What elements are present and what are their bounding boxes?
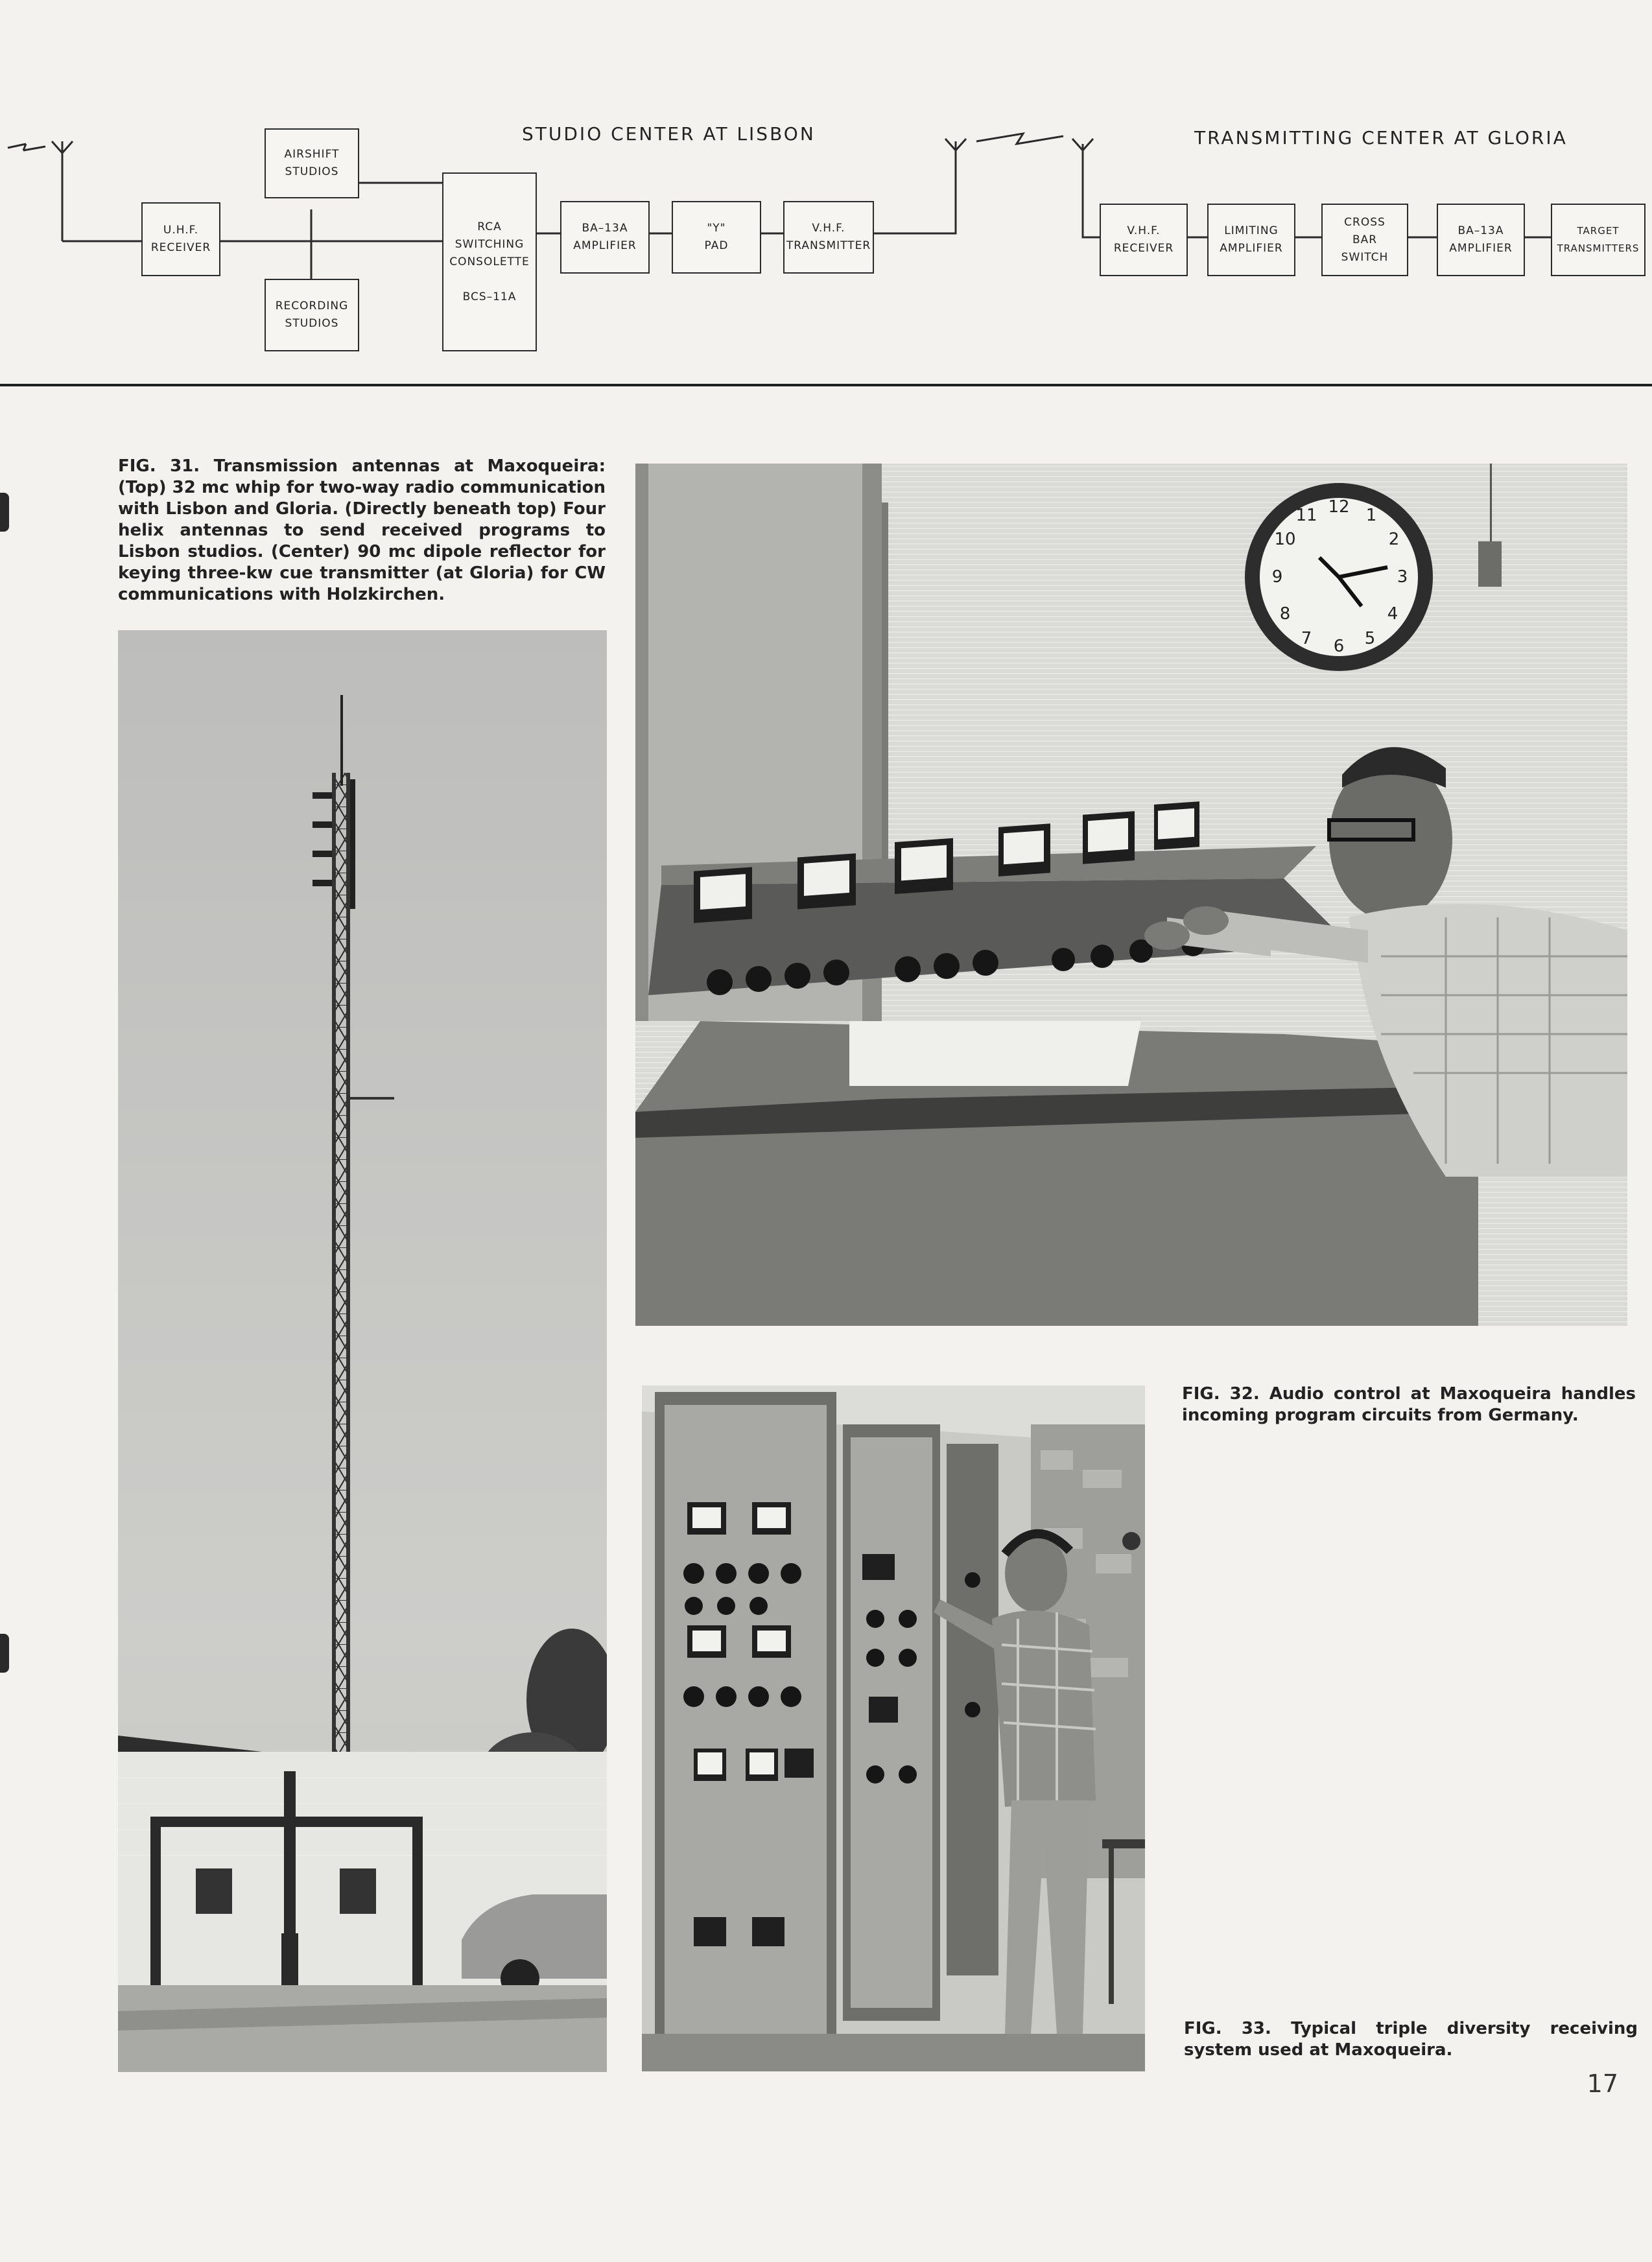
uhf-receiver-box: U.H.F. RECEIVER — [141, 202, 220, 276]
ba13a-amplifier-box: BA–13A AMPLIFIER — [560, 201, 650, 274]
clock-numeral-6: 6 — [1333, 637, 1345, 656]
page-number: 17 — [1587, 2069, 1618, 2098]
studio-center-title: STUDIO CENTER AT LISBON — [522, 123, 816, 145]
ba13a-amplifier-box-2: BA–13A AMPLIFIER — [1437, 204, 1525, 276]
clock-numeral-11: 11 — [1295, 506, 1317, 525]
clock-numeral-5: 5 — [1364, 629, 1376, 648]
y-pad-box: "Y" PAD — [672, 201, 761, 274]
fig31-tower-photo — [118, 630, 607, 2072]
cross-bar-switch-box: CROSS BAR SWITCH — [1321, 204, 1408, 276]
limiting-amplifier-box: LIMITING AMPLIFIER — [1207, 204, 1295, 276]
incoming-link-zigzag — [8, 144, 45, 150]
section-divider-rule — [0, 384, 1652, 386]
clock-numeral-4: 4 — [1387, 604, 1398, 624]
airshift-studios-box: AIRSHIFT STUDIOS — [265, 128, 359, 198]
clock-numeral-2: 2 — [1388, 530, 1400, 549]
fig31-caption: FIG. 31. Transmission antennas at Maxoqueira: (Top) 32 mc whip for two-way radio communication with Lisbon and Gloria. (Directly beneath top) Four helix antennas to send received programs to Lisbon studios. (Center) 90 mc dipole reflector for keying three-kw cue transmitter (at Gloria) for CW communications with Holzkirchen. — [118, 456, 606, 604]
diagram-lines — [0, 0, 1652, 389]
clock-numeral-8: 8 — [1279, 604, 1291, 624]
clock-numeral-3: 3 — [1397, 567, 1408, 587]
vhf-transmitter-box: V.H.F. TRANSMITTER — [783, 201, 874, 274]
clock-numeral-1: 1 — [1365, 506, 1377, 525]
target-transmitters-box: TARGET TRANSMITTERS — [1551, 204, 1646, 276]
clock-numeral-9: 9 — [1271, 567, 1283, 587]
recording-studios-box: RECORDING STUDIOS — [265, 279, 359, 351]
signal-flow-diagram — [0, 0, 1652, 389]
clock-numeral-7: 7 — [1301, 629, 1312, 648]
fig33-caption: FIG. 33. Typical triple diversity receiving system used at Maxoqueira. — [1184, 2019, 1638, 2060]
fig33-receiver-racks-photo — [642, 1385, 1145, 2071]
uhf-antenna-icon — [52, 141, 73, 241]
fig32-caption: FIG. 32. Audio control at Maxoqueira handles incoming program circuits from Germany. — [1182, 1384, 1636, 1425]
fig32-audio-control-photo — [635, 464, 1627, 1326]
binding-mark — [0, 493, 9, 532]
vhf-receiver-box: V.H.F. RECEIVER — [1100, 204, 1188, 276]
transmitting-center-title: TRANSMITTING CENTER AT GLORIA — [1194, 127, 1568, 148]
clock-numeral-10: 10 — [1274, 530, 1296, 549]
rca-switching-consolette-box: RCA SWITCHING CONSOLETTE BCS–11A — [442, 172, 537, 351]
radio-link-zigzag — [976, 134, 1063, 144]
clock-numeral-12: 12 — [1328, 497, 1350, 517]
binding-mark — [0, 1634, 9, 1673]
